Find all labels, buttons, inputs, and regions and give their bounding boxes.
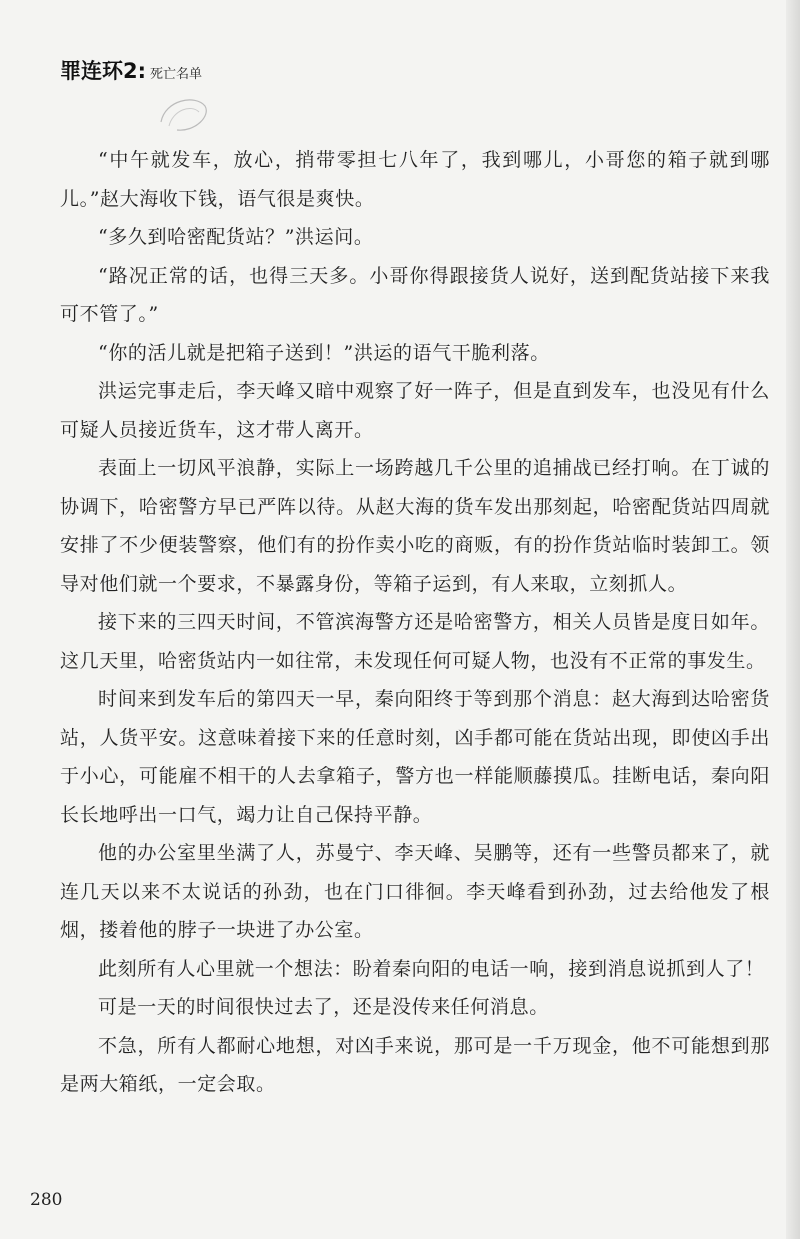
paragraph: “你的活儿就是把箱子送到！”洪运的语气干脆利落。	[98, 341, 550, 364]
paragraph: 表面上一切风平浪静，实际上一场跨越几千公里的追捕战已经打响。在丁诚的协调下，哈密警方早已严阵以待。从赵大海的货车发出那刻起，哈密配货站四周就安排了不少便装警察，他们有的扮作卖小吃的商贩，有的扮作货站临时装卸工。领导对他们就一个要求，不暴露身份，等箱子运到，有人来取，立刻抓人。	[60, 457, 770, 595]
paragraph: 他的办公室里坐满了人，苏曼宁、李天峰、吴鹏等，还有一些警员都来了，就连几天以来不太说话的孙劲，也在门口徘徊。李天峰看到孙劲，过去给他发了根烟，搂着他的脖子一块进了办公室。	[60, 842, 770, 941]
paragraph: 不急，所有人都耐心地想，对凶手来说，那可是一千万现金，他不可能想到那是两大箱纸，一定会取。	[60, 1034, 770, 1095]
running-header	[60, 55, 202, 85]
paragraph: 接下来的三四天时间，不管滨海警方还是哈密警方，相关人员皆是度日如年。这几天里，哈密货站内一如往常，未发现任何可疑人物，也没有不正常的事发生。	[60, 611, 770, 672]
book-subtitle: 死亡名单	[150, 67, 203, 82]
header-swirl-decoration	[155, 92, 211, 138]
paragraph: “路况正常的话，也得三天多。小哥你得跟接货人说好，送到配货站接下来我可不管了。”	[60, 264, 770, 325]
paragraph: 洪运完事走后，李天峰又暗中观察了好一阵子，但是直到发车，也没见有什么可疑人员接近货车，这才带人离开。	[60, 380, 770, 441]
paragraph: 时间来到发车后的第四天一早，秦向阳终于等到那个消息：赵大海到达哈密货站，人货平安。这意味着接下来的任意时刻，凶手都可能在货站出现，即使凶手出于小心，可能雇不相干的人去拿箱子，警方也一样能顺藤摸瓜。挂断电话，秦向阳长长地呼出一口气，竭力让自己保持平静。	[60, 688, 770, 826]
paragraph: “多久到哈密配货站？”洪运问。	[98, 226, 374, 248]
paragraph: 此刻所有人心里就一个想法：盼着秦向阳的电话一响，接到消息说抓到人了！	[98, 957, 765, 980]
book-title: 罪连环2:	[60, 59, 147, 83]
paragraph: “中午就发车，放心，捎带零担七八年了，我到哪儿，小哥您的箱子就到哪儿。”赵大海收下钱，语气很是爽快。	[60, 149, 770, 210]
body-text	[60, 141, 770, 1104]
page-number: 280	[30, 1190, 63, 1210]
page-edge-shadow	[786, 0, 800, 1239]
paragraph: 可是一天的时间很快过去了，还是没传来任何消息。	[98, 996, 549, 1018]
